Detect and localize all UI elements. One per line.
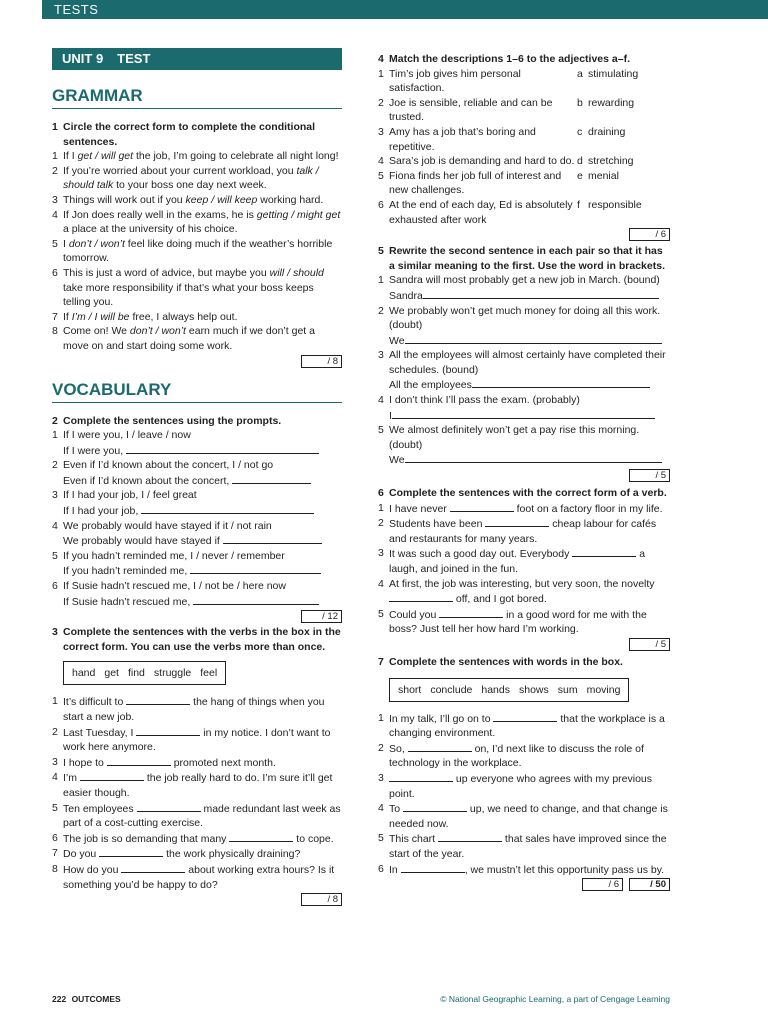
adjective-text: menial xyxy=(588,169,619,182)
item-number: 7 xyxy=(52,847,58,860)
adjective-letter: f xyxy=(577,198,580,211)
list-item xyxy=(378,501,670,517)
answer-blank[interactable] xyxy=(121,862,185,873)
question-2-instruction xyxy=(52,414,342,429)
answer-options[interactable]: I’m / I will be xyxy=(71,310,130,323)
item-text: If Jon does really well in the exams, he is getting / might get a place at the university of his choice. xyxy=(63,208,341,236)
score-box: / 12 xyxy=(301,610,342,623)
list-item xyxy=(52,428,342,443)
item-number: 2 xyxy=(52,164,58,177)
item-text: It’s difficult to the hang of things when you start a new job. xyxy=(63,696,325,723)
answer-start: If you hadn’t reminded me, xyxy=(63,565,191,578)
answer-start: We probably would have stayed if xyxy=(63,535,223,548)
item-number: 6 xyxy=(378,862,384,875)
answer-blank[interactable] xyxy=(99,846,163,857)
item-number: 4 xyxy=(378,802,384,815)
item-number: 5 xyxy=(52,237,58,250)
list-item xyxy=(52,458,342,473)
list-item xyxy=(52,164,342,193)
answer-line xyxy=(378,452,670,468)
item-text: I don’t think I’ll pass the exam. (probably) xyxy=(389,394,580,407)
item-number: 2 xyxy=(52,725,58,738)
question-number: 2 xyxy=(52,414,58,427)
item-number: 4 xyxy=(378,155,384,168)
item-prompt: If I had your job, I / feel great xyxy=(63,489,197,502)
question-3-word-box xyxy=(63,661,226,685)
box-word: moving xyxy=(586,683,621,696)
score-box: / 6 xyxy=(629,228,670,241)
total-score-box: / 50 xyxy=(629,878,670,891)
answer-blank[interactable] xyxy=(405,333,662,344)
instruction-text: Circle the correct form to complete the conditional sentences. xyxy=(63,121,316,148)
item-text: All the employees will almost certainly have completed their schedules. (bound) xyxy=(389,349,666,376)
item-number: 1 xyxy=(52,150,58,163)
description-text: Joe is sensible, reliable and can be trusted. xyxy=(389,96,553,124)
question-6-score xyxy=(378,638,670,651)
answer-blank[interactable] xyxy=(190,563,321,574)
answer-blank[interactable] xyxy=(141,503,313,514)
list-item xyxy=(378,771,670,801)
list-item xyxy=(52,579,342,594)
answer-blank[interactable] xyxy=(572,546,636,557)
item-prompt: If you hadn’t reminded me, I / never / remember xyxy=(63,549,285,562)
item-number: 5 xyxy=(378,169,384,182)
list-item xyxy=(52,488,342,503)
list-item xyxy=(52,519,342,534)
list-item xyxy=(378,125,670,154)
answer-line xyxy=(52,563,342,579)
box-word: find xyxy=(127,667,145,680)
question-3-instruction xyxy=(52,625,342,654)
item-text: If I’m / I will be free, I always help out. xyxy=(63,310,238,323)
answer-blank[interactable] xyxy=(136,725,200,736)
grammar-heading: GRAMMAR xyxy=(52,86,342,109)
answer-line xyxy=(378,333,670,349)
item-text: I have never foot on a factory floor in my life. xyxy=(389,502,663,515)
question-6-items xyxy=(378,501,670,637)
answer-start: Sandra xyxy=(389,289,423,302)
item-text: If you’re worried about your current workload, you talk / should talk to your boss one day next week. xyxy=(63,164,319,192)
item-text: Come on! We don’t / won’t earn much if we don’t get a move on and start doing some work. xyxy=(63,325,315,352)
item-number: 8 xyxy=(52,862,58,875)
item-number: 6 xyxy=(52,266,58,279)
item-text: How do you about working extra hours? Is it something you’d be happy to do? xyxy=(63,863,335,891)
description-text: At the end of each day, Ed is absolutely exhausted after work xyxy=(389,198,573,226)
answer-start: We xyxy=(389,454,405,467)
item-number: 5 xyxy=(378,424,384,437)
item-prompt: If Susie hadn’t rescued me, I / not be / here now xyxy=(63,580,286,593)
question-3-items xyxy=(52,694,342,892)
answer-line xyxy=(52,594,342,610)
item-text: I’m the job really hard to do. I’m sure it’ll get easier though. xyxy=(63,772,333,799)
list-item xyxy=(52,149,342,164)
item-number: 5 xyxy=(52,549,58,562)
item-number: 1 xyxy=(52,429,58,442)
list-item xyxy=(378,154,670,169)
list-item xyxy=(378,741,670,771)
item-prompt: If I were you, I / leave / now xyxy=(63,429,191,442)
adjective-text: responsible xyxy=(588,198,642,211)
list-item xyxy=(52,310,342,325)
page-footer xyxy=(52,994,670,1004)
item-text: To up, we need to change, and that change is needed now. xyxy=(389,803,668,830)
list-item xyxy=(378,198,670,227)
question-1-score xyxy=(52,355,342,368)
adjective-letter: e xyxy=(577,169,583,182)
list-item xyxy=(378,273,670,288)
answer-start: If Susie hadn’t rescued me, xyxy=(63,595,194,608)
item-number: 3 xyxy=(378,349,384,362)
item-text: Things will work out if you keep / will keep working hard. xyxy=(63,193,324,206)
box-word: conclude xyxy=(430,683,473,696)
list-item xyxy=(378,516,670,546)
adjective-text: stimulating xyxy=(588,67,639,80)
list-item xyxy=(378,801,670,831)
right-column xyxy=(378,52,670,891)
answer-blank[interactable] xyxy=(439,607,503,618)
list-item xyxy=(378,96,670,125)
answer-options[interactable]: don’t / won’t xyxy=(129,325,186,338)
question-4-score xyxy=(378,228,670,241)
list-item xyxy=(378,607,670,637)
item-text: Students have been cheap labour for cafés and restaurants for many years. xyxy=(389,518,657,545)
description-text: Sara’s job is demanding and hard to do. xyxy=(389,155,575,168)
answer-blank[interactable] xyxy=(126,443,319,454)
answer-options[interactable]: don’t / won’t xyxy=(68,237,125,250)
answer-blank[interactable] xyxy=(389,591,453,602)
question-number: 5 xyxy=(378,245,384,258)
header-label: TESTS xyxy=(54,2,99,17)
item-text: In my talk, I’ll go on to that the workplace is a changing environment. xyxy=(389,712,665,740)
item-number: 2 xyxy=(378,741,384,754)
answer-line xyxy=(52,443,342,459)
list-item xyxy=(378,67,670,96)
item-number: 3 xyxy=(52,755,58,768)
unit-type: TEST xyxy=(117,51,151,66)
answer-line xyxy=(378,288,670,304)
list-item xyxy=(52,237,342,266)
answer-blank[interactable] xyxy=(229,831,293,842)
unit-number: UNIT 9 xyxy=(62,51,104,66)
item-text: At first, the job was interesting, but very soon, the novelty off, and I got bored. xyxy=(389,577,655,606)
answer-start: I xyxy=(389,409,392,422)
question-5-score xyxy=(378,469,670,482)
list-item xyxy=(378,423,670,452)
item-number: 1 xyxy=(378,711,384,724)
instruction-text: Complete the sentences using the prompts. xyxy=(63,414,282,427)
question-4-items xyxy=(378,67,670,228)
score-box: / 8 xyxy=(301,355,342,368)
answer-blank[interactable] xyxy=(137,801,201,812)
item-number: 2 xyxy=(378,517,384,530)
question-number: 3 xyxy=(52,626,58,639)
answer-blank[interactable] xyxy=(408,741,472,752)
box-word: short xyxy=(398,683,422,696)
item-text: This is just a word of advice, but maybe you will / should take more responsibility if that’s what your boss keeps telling you. xyxy=(63,266,324,309)
book-title: OUTCOMES xyxy=(71,994,121,1004)
question-1-items xyxy=(52,149,342,353)
answer-line xyxy=(52,533,342,549)
box-word: struggle xyxy=(153,667,192,680)
item-number: 1 xyxy=(52,695,58,708)
answer-blank[interactable] xyxy=(223,533,323,544)
item-text: Last Tuesday, I in my notice. I don’t want to work here anymore. xyxy=(63,726,331,754)
item-prompt: Even if I’d known about the concert, I / not go xyxy=(63,459,274,472)
item-text: up everyone who agrees with my previous point. xyxy=(389,772,653,800)
box-word: feel xyxy=(200,667,218,680)
item-prompt: We probably would have stayed if it / not rain xyxy=(63,519,272,532)
item-number: 3 xyxy=(52,489,58,502)
item-number: 3 xyxy=(378,547,384,560)
item-number: 3 xyxy=(378,771,384,784)
answer-blank[interactable] xyxy=(232,473,311,484)
answer-line xyxy=(52,473,342,489)
question-number: 4 xyxy=(378,53,384,65)
question-2-items xyxy=(52,428,342,609)
answer-blank[interactable] xyxy=(405,452,662,463)
answer-start: All the employees xyxy=(389,379,472,392)
list-item xyxy=(378,348,670,377)
answer-start: Even if I’d known about the concert, xyxy=(63,474,233,487)
item-text: If I get / will get the job, I’m going to celebrate all night long! xyxy=(63,150,339,163)
answer-line xyxy=(52,503,342,519)
item-text: It was such a good day out. Everybody a laugh, and joined in the fun. xyxy=(389,548,646,575)
box-word: sum xyxy=(557,683,578,696)
item-number: 5 xyxy=(378,832,384,845)
item-text: In , we mustn’t let this opportunity pass us by. xyxy=(389,863,665,876)
question-7-instruction xyxy=(378,655,670,670)
adjective-letter: b xyxy=(577,96,583,109)
item-text: Sandra will most probably get a new job in March. (bound) xyxy=(389,274,660,287)
item-number: 1 xyxy=(378,501,384,514)
item-number: 2 xyxy=(52,459,58,472)
item-number: 8 xyxy=(52,325,58,338)
box-word: hand xyxy=(72,667,96,680)
answer-start: We xyxy=(389,334,405,347)
answer-line xyxy=(378,408,670,424)
answer-line xyxy=(378,377,670,393)
list-item xyxy=(378,711,670,741)
answer-blank[interactable] xyxy=(438,831,502,842)
list-item xyxy=(52,725,342,755)
item-number: 7 xyxy=(52,310,58,323)
header-bar xyxy=(42,0,768,19)
list-item xyxy=(378,862,670,878)
item-number: 1 xyxy=(378,274,384,287)
answer-blank[interactable] xyxy=(389,771,453,782)
list-item xyxy=(378,393,670,408)
adjective-text: stretching xyxy=(588,155,634,168)
box-word: hands xyxy=(481,683,510,696)
score-box: / 5 xyxy=(629,638,670,651)
instruction-text: Complete the sentences with the correct form of a verb. xyxy=(389,487,667,500)
description-text: Tim’s job gives him personal satisfaction. xyxy=(389,67,521,95)
list-item xyxy=(52,324,342,353)
unit-banner xyxy=(52,48,342,70)
question-2-score xyxy=(52,610,342,623)
page-number: 222 xyxy=(52,994,67,1004)
question-7-score xyxy=(378,878,670,891)
list-item xyxy=(52,755,342,771)
answer-options[interactable]: keep / will keep xyxy=(185,193,258,206)
list-item xyxy=(52,266,342,310)
answer-blank[interactable] xyxy=(493,711,557,722)
item-number: 6 xyxy=(378,198,384,211)
item-number: 5 xyxy=(378,607,384,620)
answer-options[interactable]: get / will get xyxy=(77,150,134,163)
adjective-letter: c xyxy=(577,125,583,138)
item-number: 3 xyxy=(52,193,58,206)
answer-blank[interactable] xyxy=(450,501,514,512)
box-word: get xyxy=(104,667,119,680)
answer-blank[interactable] xyxy=(126,694,190,705)
question-number: 7 xyxy=(378,655,384,668)
item-number: 2 xyxy=(378,96,384,109)
list-item xyxy=(52,193,342,208)
answer-start: If I were you, xyxy=(63,444,127,457)
item-number: 6 xyxy=(52,831,58,844)
item-text: This chart that sales have improved since the start of the year. xyxy=(389,833,667,860)
answer-options[interactable]: will / should xyxy=(269,266,324,279)
vocabulary-heading: VOCABULARY xyxy=(52,380,342,403)
answer-blank[interactable] xyxy=(107,755,171,766)
answer-blank[interactable] xyxy=(403,801,467,812)
copyright-notice: © National Geographic Learning, a part of Cengage Learning xyxy=(440,994,670,1004)
answer-blank[interactable] xyxy=(485,516,549,527)
list-item xyxy=(378,304,670,333)
instruction-text: Match the descriptions 1–6 to the adjectives a–f. xyxy=(389,53,630,65)
question-4-instruction xyxy=(378,52,670,67)
score-box: / 6 xyxy=(582,878,623,891)
list-item xyxy=(378,831,670,861)
adjective-letter: d xyxy=(577,155,583,168)
item-text: We almost definitely won’t get a pay rise this morning. (doubt) xyxy=(389,424,640,451)
answer-blank[interactable] xyxy=(392,408,655,419)
question-5-instruction xyxy=(378,244,670,273)
item-text: So, on, I’d next like to discuss the role of technology in the workplace. xyxy=(389,742,644,770)
question-1-instruction xyxy=(52,120,342,149)
list-item xyxy=(52,801,342,831)
item-number: 4 xyxy=(378,394,384,407)
item-number: 5 xyxy=(52,801,58,814)
score-box: / 8 xyxy=(301,893,342,906)
description-text: Amy has a job that’s boring and repetitive. xyxy=(389,125,536,153)
item-text: The job is so demanding that many to cope. xyxy=(63,832,334,845)
answer-options[interactable]: getting / might get xyxy=(256,208,341,221)
item-text: We probably won’t get much money for doing all this work. (doubt) xyxy=(389,304,661,332)
description-text: Fiona finds her job full of interest and new challenges. xyxy=(389,169,562,197)
item-text: Ten employees made redundant last week as part of a cost-cutting exercise. xyxy=(63,802,341,830)
box-word: shows xyxy=(518,683,549,696)
instruction-text: Complete the sentences with the verbs in the box in the correct form. You can use the verbs more than once. xyxy=(63,626,341,653)
answer-start: If I had your job, xyxy=(63,505,142,518)
instruction-text: Complete the sentences with words in the box. xyxy=(389,655,623,668)
question-6-instruction xyxy=(378,486,670,501)
item-number: 4 xyxy=(52,208,58,221)
item-number: 2 xyxy=(378,304,384,317)
answer-blank[interactable] xyxy=(80,770,144,781)
question-7-items xyxy=(378,711,670,878)
list-item xyxy=(52,770,342,800)
answer-options[interactable]: talk / should talk xyxy=(63,164,319,192)
item-number: 1 xyxy=(378,67,384,80)
list-item xyxy=(378,577,670,607)
adjective-text: draining xyxy=(588,125,626,138)
item-text: I hope to promoted next month. xyxy=(63,756,276,769)
item-number: 6 xyxy=(52,580,58,593)
question-number: 6 xyxy=(378,487,384,500)
question-3-score xyxy=(52,893,342,906)
item-text: I don’t / won’t feel like doing much if the weather’s horrible tomorrow. xyxy=(63,237,333,265)
item-number: 4 xyxy=(52,519,58,532)
answer-blank[interactable] xyxy=(193,594,319,605)
left-column xyxy=(52,48,342,906)
item-number: 4 xyxy=(52,771,58,784)
answer-blank[interactable] xyxy=(472,377,650,388)
adjective-letter: a xyxy=(577,67,583,80)
item-number: 3 xyxy=(378,125,384,138)
question-5-items xyxy=(378,273,670,468)
list-item xyxy=(378,169,670,198)
list-item xyxy=(52,831,342,847)
question-7-word-box xyxy=(389,678,629,702)
adjective-text: rewarding xyxy=(588,96,635,109)
list-item xyxy=(52,862,342,892)
item-number: 4 xyxy=(378,577,384,590)
item-text: Do you the work physically draining? xyxy=(63,848,301,861)
score-box: / 5 xyxy=(629,469,670,482)
answer-blank[interactable] xyxy=(401,862,465,873)
question-number: 1 xyxy=(52,121,58,133)
item-text: Could you in a good word for me with the boss? Just tell her how hard I’m working. xyxy=(389,608,647,636)
list-item xyxy=(52,208,342,237)
list-item xyxy=(378,546,670,576)
list-item xyxy=(52,694,342,724)
instruction-text: Rewrite the second sentence in each pair so that it has a similar meaning to the first. Use the word in brackets. xyxy=(389,245,665,272)
list-item xyxy=(52,846,342,862)
list-item xyxy=(52,549,342,564)
answer-blank[interactable] xyxy=(423,288,659,299)
